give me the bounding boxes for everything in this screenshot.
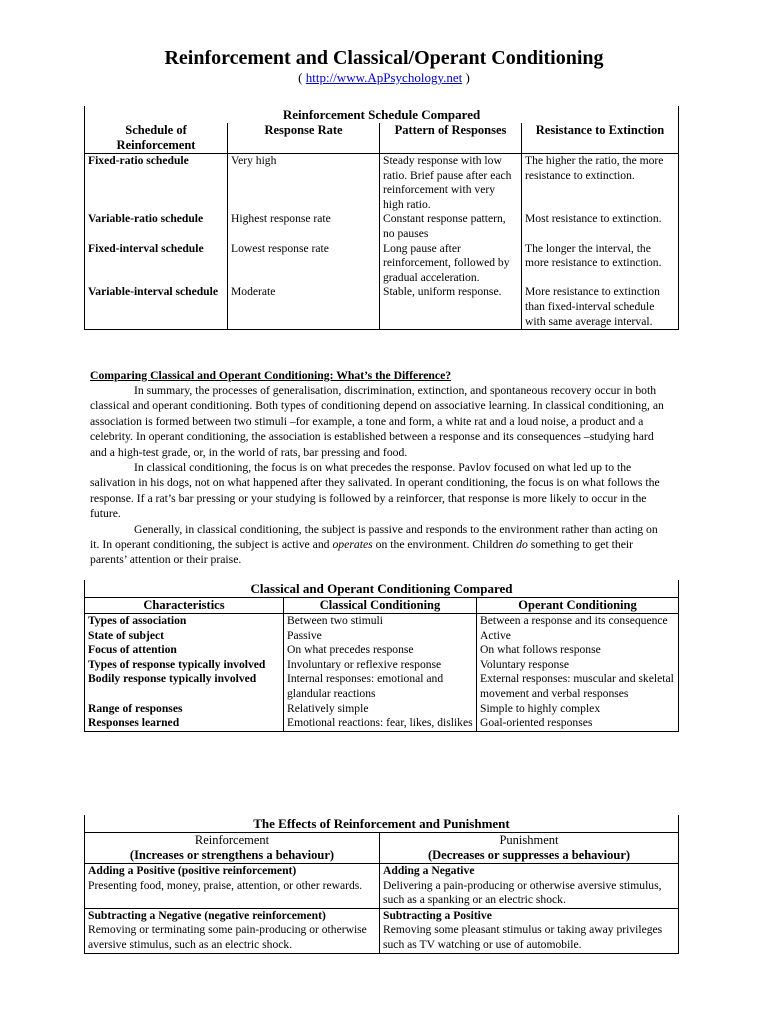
table-cell: On what precedes response <box>284 643 477 658</box>
column-header: Response Rate <box>228 123 380 154</box>
paragraph: In summary, the processes of generalisation, discrimination, extinction, and spontaneous recovery occur in both classical and operant conditioning. Both types of conditioning depend on associative learning. In classical conditioning, an association is formed between two stimuli –for example, a tone and form, a white rat and a loud noise, a product and a celebrity. In operant conditioning, the association is established between a response and its consequences –studying hard and a high-test grade, or, in the world of rats, bar pressing and food. <box>90 384 664 459</box>
cell-title: Subtracting a Positive <box>383 908 492 922</box>
table-cell: On what follows response <box>477 643 679 658</box>
table-cell: Very high <box>228 154 380 213</box>
column-header: Resistance to Extinction <box>522 123 679 154</box>
comparison-section <box>90 368 670 568</box>
table-row <box>85 716 679 731</box>
table-cell: Internal responses: emotional and glandular reactions <box>284 672 477 701</box>
emphasis: do <box>516 538 528 552</box>
table-cell: Emotional reactions: fear, likes, dislikes <box>284 716 477 731</box>
column-header-title: Punishment <box>499 833 559 847</box>
table-row <box>85 629 679 644</box>
table-row <box>85 702 679 717</box>
column-header: Schedule of Reinforcement <box>85 123 228 154</box>
table-cell: Lowest response rate <box>228 242 380 286</box>
table-cell <box>380 864 679 909</box>
table-row <box>85 658 679 673</box>
page-title: Reinforcement and Classical/Operant Conditioning <box>164 47 604 69</box>
table-cell: Fixed-interval schedule <box>85 242 228 286</box>
table-row <box>85 154 679 213</box>
table-cell: Voluntary response <box>477 658 679 673</box>
table-cell: State of subject <box>85 629 284 644</box>
table-row <box>85 242 679 286</box>
table-cell: Moderate <box>228 285 380 329</box>
column-header-subtitle: (Increases or strengthens a behaviour) <box>129 848 335 862</box>
table-cell: Between a response and its consequence <box>477 614 679 629</box>
source-line <box>0 70 768 86</box>
table-cell: Relatively simple <box>284 702 477 717</box>
table-cell <box>85 908 380 953</box>
table-cell: Highest response rate <box>228 212 380 241</box>
table-cell: Types of association <box>85 614 284 629</box>
table-cell <box>85 864 380 909</box>
paragraph-text: on the environment. Children <box>372 538 517 552</box>
paragraph <box>90 522 670 568</box>
paragraph-text: Generally, in classical conditioning, the subject is passive and responds to the environment rather than acting on it. In operant conditioning, the subject is active and <box>90 522 658 552</box>
cell-text: Presenting food, money, praise, attention, or other rewards. <box>88 878 363 892</box>
table-cell: Responses learned <box>85 716 284 731</box>
column-header-subtitle: (Decreases or suppresses a behaviour) <box>427 848 631 862</box>
column-header <box>380 833 679 864</box>
paragraph-text: something to get their parents’ attention or their praise. <box>90 538 634 567</box>
table-row <box>85 864 679 909</box>
table-caption: Reinforcement Schedule Compared <box>85 106 679 123</box>
table-cell: Involuntary or reflexive response <box>284 658 477 673</box>
table-row <box>85 643 679 658</box>
cell-text: Delivering a pain-producing or otherwise aversive stimulus, such as a spanking or an electric shock. <box>383 878 662 907</box>
column-header-title: Reinforcement <box>194 833 270 847</box>
table-cell: Most resistance to extinction. <box>522 212 679 241</box>
cell-text: Removing some pleasant stimulus or taking away privileges such as TV watching or use of automobile. <box>383 923 663 951</box>
table-cell: Types of response typically involved <box>85 658 284 673</box>
table-row <box>85 285 679 329</box>
column-header: Pattern of Responses <box>380 123 522 154</box>
cell-title: Adding a Negative <box>383 864 475 877</box>
table-cell: Goal-oriented responses <box>477 716 679 731</box>
table-cell: Stable, uniform response. <box>380 285 522 329</box>
emphasis: operates <box>332 538 373 552</box>
table-row <box>85 672 679 701</box>
table-cell: Passive <box>284 629 477 644</box>
table-row <box>85 212 679 241</box>
table-cell: Simple to highly complex <box>477 702 679 717</box>
table-cell: Between two stimuli <box>284 614 477 629</box>
column-header: Operant Conditioning <box>477 598 679 614</box>
table-cell: Steady response with low ratio. Brief pause after each reinforcement with very high ratio. <box>380 154 522 213</box>
table-cell: External responses: muscular and skeletal movement and verbal responses <box>477 672 679 701</box>
column-header <box>85 833 380 864</box>
source-suffix: ) <box>462 70 470 85</box>
table-caption: The Effects of Reinforcement and Punishment <box>85 815 679 833</box>
table-cell: The longer the interval, the more resistance to extinction. <box>522 242 679 286</box>
cell-text: Removing or terminating some pain-producing or otherwise aversive stimulus, such as an electric shock. <box>88 923 367 951</box>
table-cell: The higher the ratio, the more resistance to extinction. <box>522 154 679 213</box>
table-cell: Long pause after reinforcement, followed by gradual acceleration. <box>380 242 522 286</box>
column-header: Characteristics <box>85 598 284 614</box>
column-header: Classical Conditioning <box>284 598 477 614</box>
table-cell: Fixed-ratio schedule <box>85 154 228 213</box>
paragraph: In classical conditioning, the focus is on what precedes the response. Pavlov focused on what led up to the salivation in his dogs, not on what happened after they salivated. In operant conditioning, the focus is on what follows the response. If a rat’s bar pressing or your studying is followed by a reinforcer, that response is more likely to occur in the future. <box>90 461 660 521</box>
cell-title: Adding a Positive (positive reinforcement) <box>88 864 297 877</box>
table-cell: Bodily response typically involved <box>85 672 284 701</box>
reinforcement-punishment-table <box>84 815 679 954</box>
table-row <box>85 614 679 629</box>
section-heading: Comparing Classical and Operant Conditioning: What’s the Difference? <box>90 369 452 382</box>
table-cell: More resistance to extinction than fixed-interval schedule with same average interval. <box>522 285 679 329</box>
table-cell: Variable-ratio schedule <box>85 212 228 241</box>
table-cell: Range of responses <box>85 702 284 717</box>
table-row <box>85 908 679 953</box>
table-cell <box>380 908 679 953</box>
cell-title: Subtracting a Negative (negative reinforcement) <box>88 908 326 922</box>
source-link[interactable]: http://www.ApPsychology.net <box>305 70 463 85</box>
table-cell: Focus of attention <box>85 643 284 658</box>
table-cell: Active <box>477 629 679 644</box>
reinforcement-schedule-table <box>84 106 679 330</box>
source-prefix: ( <box>298 70 306 85</box>
table-cell: Constant response pattern, no pauses <box>380 212 522 241</box>
table-cell: Variable-interval schedule <box>85 285 228 329</box>
conditioning-comparison-table <box>84 580 679 732</box>
table-caption: Classical and Operant Conditioning Compared <box>85 580 679 598</box>
